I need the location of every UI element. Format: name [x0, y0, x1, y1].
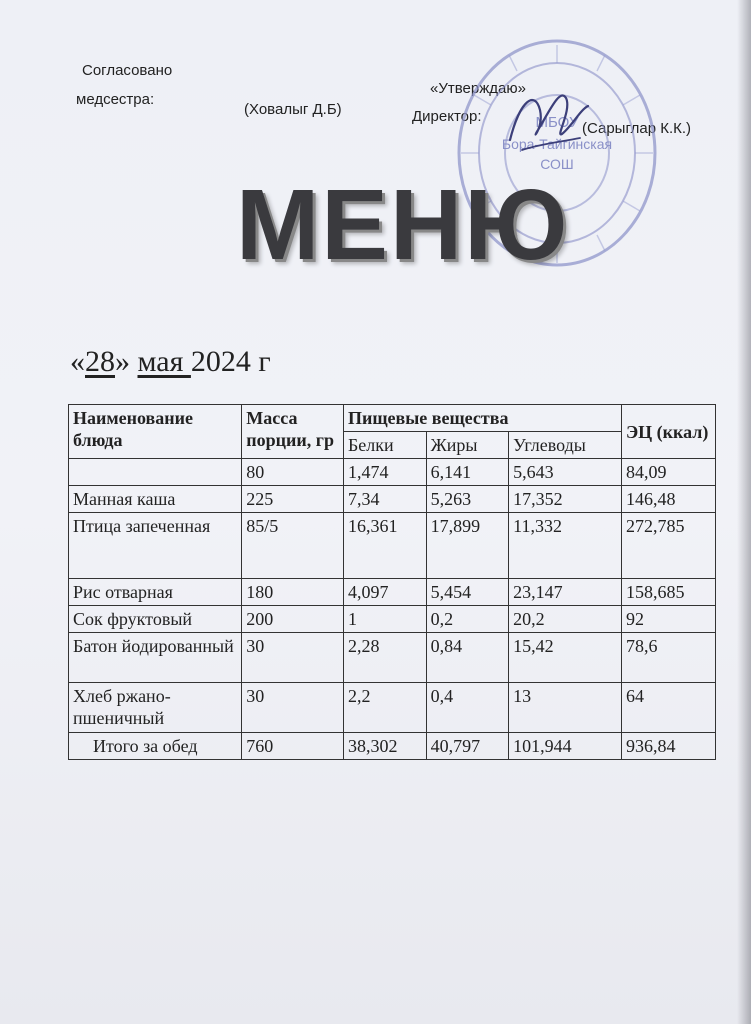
table-row	[69, 683, 716, 733]
cell-name: Рис отварная	[69, 579, 242, 606]
date-month: мая	[137, 345, 191, 378]
header-nutrients: Пищевые вещества	[343, 405, 621, 432]
stamp-line-3: СОШ	[540, 156, 574, 172]
cell-fat: 0,2	[426, 606, 509, 633]
cell-mass: 180	[242, 579, 344, 606]
cell-name: Итого за обед	[69, 733, 242, 760]
header-carbs: Углеводы	[509, 432, 622, 459]
header-protein: Белки	[343, 432, 426, 459]
header-energy: ЭЦ (ккал)	[621, 405, 715, 459]
cell-fat: 6,141	[426, 459, 509, 486]
stamp-line-1: МБОУ	[535, 114, 579, 131]
cell-energy: 272,785	[621, 513, 715, 579]
agreed-label: Согласовано	[82, 62, 173, 79]
director-label: Директор:	[412, 108, 482, 125]
cell-energy: 64	[621, 683, 715, 733]
cell-carbs: 13	[509, 683, 622, 733]
nurse-label: медсестра:	[76, 91, 155, 108]
director-signature	[500, 80, 595, 160]
table-row	[69, 486, 716, 513]
cell-fat: 5,263	[426, 486, 509, 513]
cell-energy: 78,6	[621, 633, 715, 683]
table-row	[69, 579, 716, 606]
cell-fat: 17,899	[426, 513, 509, 579]
date-year: 2024 г	[190, 345, 271, 378]
cell-name	[69, 459, 242, 486]
cell-energy: 92	[621, 606, 715, 633]
cell-mass: 225	[242, 486, 344, 513]
header-dish-name: Наименование блюда	[69, 405, 242, 459]
cell-name: Сок фруктовый	[69, 606, 242, 633]
cell-protein: 38,302	[343, 733, 426, 760]
cell-protein: 16,361	[343, 513, 426, 579]
cell-carbs: 5,643	[509, 459, 622, 486]
menu-table	[68, 404, 716, 760]
cell-mass: 30	[242, 683, 344, 733]
cell-mass: 760	[242, 733, 344, 760]
date-close-quote: »	[115, 345, 130, 378]
cell-protein: 4,097	[343, 579, 426, 606]
menu-table-body	[69, 459, 716, 760]
cell-protein: 1	[343, 606, 426, 633]
table-row	[69, 606, 716, 633]
menu-date	[70, 345, 271, 379]
cell-mass: 80	[242, 459, 344, 486]
cell-fat: 0,4	[426, 683, 509, 733]
stamp-line-2: Бора-Тайгинская	[501, 136, 613, 152]
cell-carbs: 23,147	[509, 579, 622, 606]
cell-protein: 2,2	[343, 683, 426, 733]
header-fat: Жиры	[426, 432, 509, 459]
cell-fat: 40,797	[426, 733, 509, 760]
cell-name: Хлеб ржано-пшеничный	[69, 683, 242, 733]
cell-carbs: 11,332	[509, 513, 622, 579]
cell-carbs: 20,2	[509, 606, 622, 633]
table-row	[69, 633, 716, 683]
cell-fat: 5,454	[426, 579, 509, 606]
cell-energy: 936,84	[621, 733, 715, 760]
cell-name: Манная каша	[69, 486, 242, 513]
cell-carbs: 15,42	[509, 633, 622, 683]
cell-name: Батон йодированный	[69, 633, 242, 683]
cell-energy: 84,09	[621, 459, 715, 486]
cell-mass: 200	[242, 606, 344, 633]
cell-mass: 30	[242, 633, 344, 683]
cell-protein: 1,474	[343, 459, 426, 486]
cell-carbs: 17,352	[509, 486, 622, 513]
cell-energy: 158,685	[621, 579, 715, 606]
approve-label: «Утверждаю»	[430, 80, 526, 97]
date-open-quote: «	[70, 345, 85, 378]
cell-energy: 146,48	[621, 486, 715, 513]
page-edge-shadow	[737, 0, 751, 1024]
cell-mass: 85/5	[242, 513, 344, 579]
nurse-name: (Ховалыг Д.Б)	[244, 101, 342, 118]
cell-protein: 7,34	[343, 486, 426, 513]
cell-name: Птица запеченная	[69, 513, 242, 579]
director-name: (Сарыглар К.К.)	[582, 120, 692, 137]
cell-carbs: 101,944	[509, 733, 622, 760]
table-row	[69, 513, 716, 579]
cell-fat: 0,84	[426, 633, 509, 683]
cell-protein: 2,28	[343, 633, 426, 683]
date-day: 28	[85, 345, 115, 378]
header-mass: Масса порции, гр	[242, 405, 344, 459]
table-row	[69, 459, 716, 486]
menu-title: МЕНЮ	[236, 169, 570, 281]
table-row	[69, 733, 716, 760]
